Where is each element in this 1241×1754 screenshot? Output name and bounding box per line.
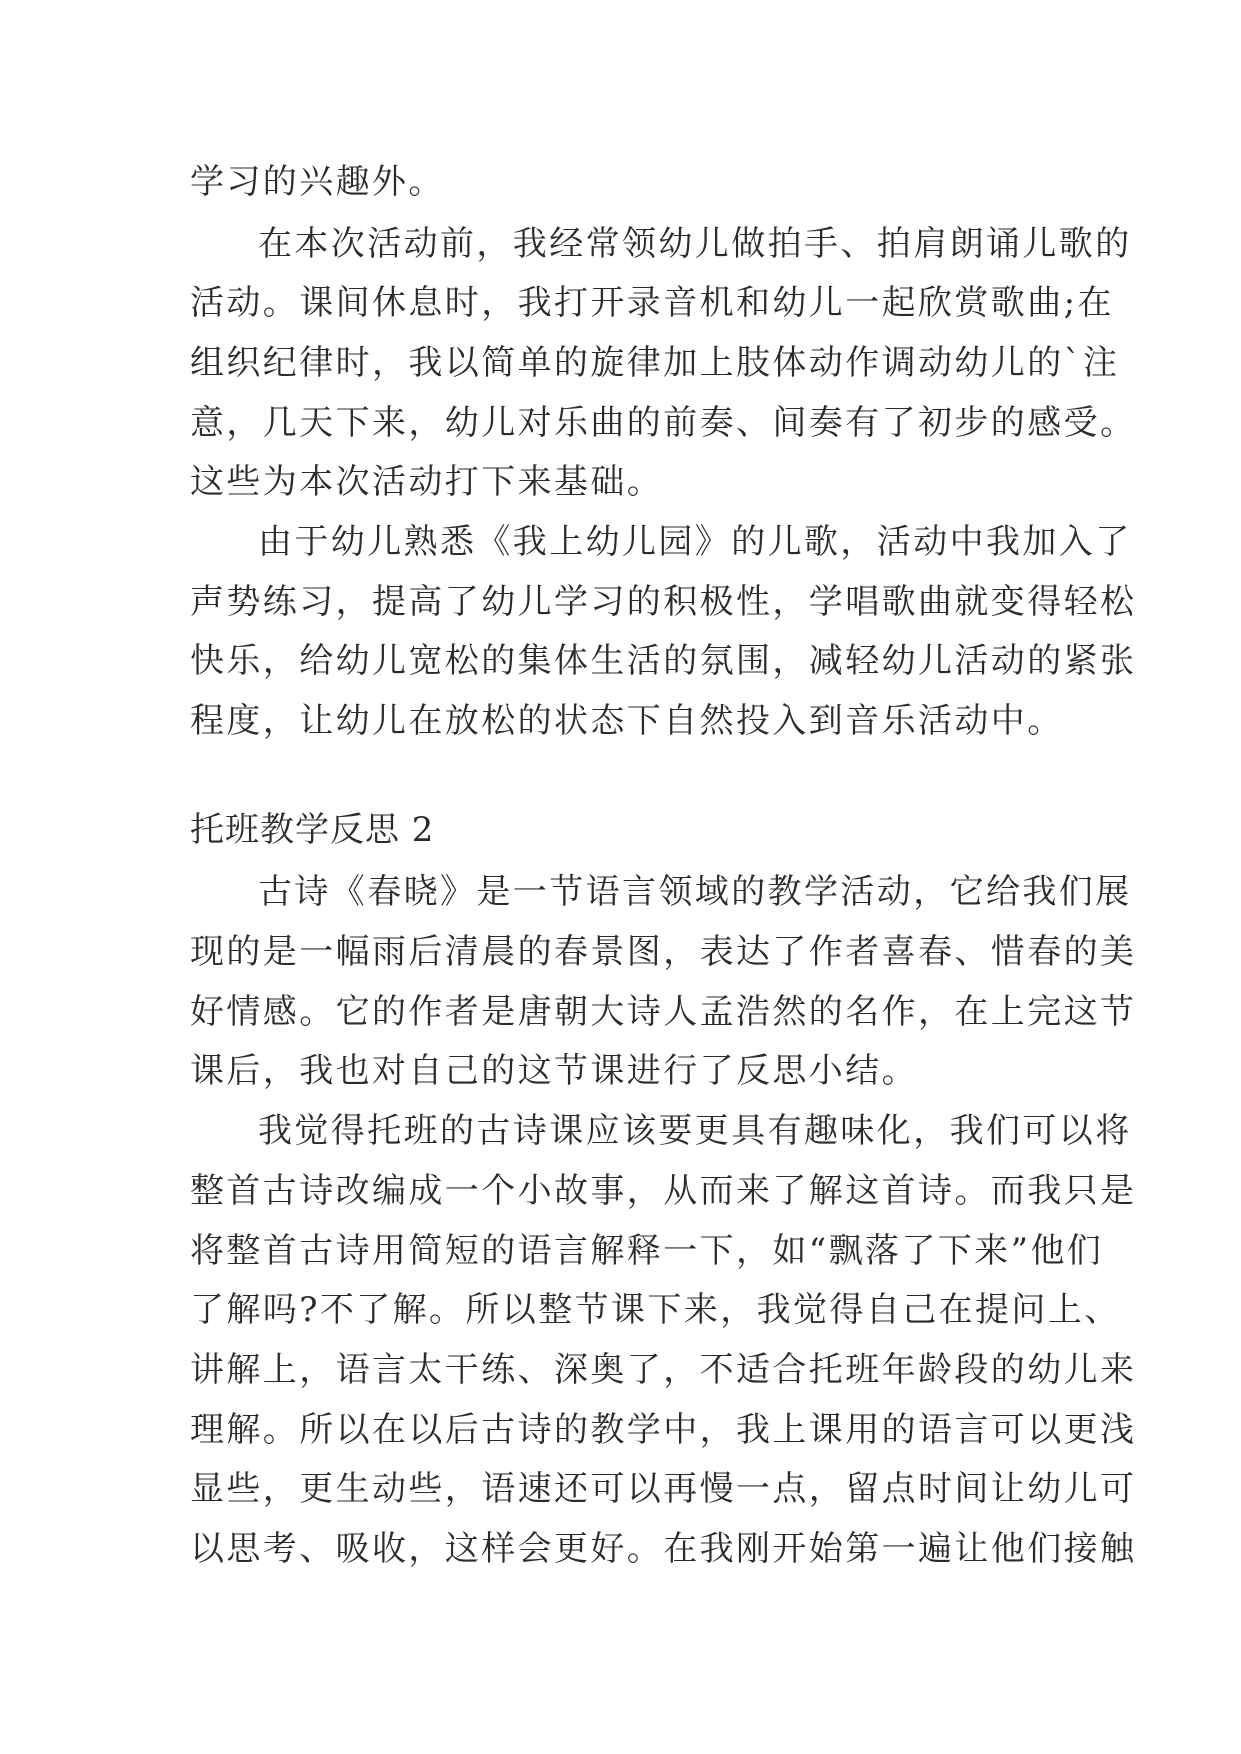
paragraph-line: 意，几天下来，幼儿对乐曲的前奏、间奏有了初步的感受。	[190, 403, 1137, 443]
paragraph-line: 整首古诗改编成一个小故事，从而来了解这首诗。而我只是	[190, 1171, 1137, 1211]
paragraph-line: 程度，让幼儿在放松的状态下自然投入到音乐活动中。	[190, 701, 1064, 741]
paragraph-line: 课后，我也对自己的这节课进行了反思小结。	[190, 1051, 918, 1091]
paragraph-line: 以思考、吸收，这样会更好。在我刚开始第一遍让他们接触	[190, 1529, 1137, 1569]
paragraph-line: 快乐，给幼儿宽松的集体生活的氛围，减轻幼儿活动的紧张	[190, 641, 1137, 681]
paragraph-line: 组织纪律时，我以简单的旋律加上肢体动作调动幼儿的`注	[190, 343, 1120, 383]
paragraph-line: 现的是一幅雨后清晨的春景图，表达了作者喜春、惜春的美	[190, 932, 1137, 972]
paragraph-line: 学习的兴趣外。	[190, 162, 445, 202]
paragraph-line: 理解。所以在以后古诗的教学中，我上课用的语言可以更浅	[190, 1410, 1137, 1450]
paragraph-line: 声势练习，提高了幼儿学习的积极性，学唱歌曲就变得轻松	[190, 582, 1137, 622]
paragraph-line: 将整首古诗用简短的语言解释一下，如“飘落了下来”他们	[190, 1231, 1104, 1271]
paragraph-line: 讲解上，语言太干练、深奥了，不适合托班年龄段的幼儿来	[190, 1350, 1137, 1390]
paragraph-line: 好情感。它的作者是唐朝大诗人孟浩然的名作，在上完这节	[190, 992, 1137, 1032]
section-heading: 托班教学反思 2	[190, 810, 435, 850]
paragraph-line: 活动。课间休息时，我打开录音机和幼儿一起欣赏歌曲;在	[190, 283, 1114, 323]
paragraph-line: 显些，更生动些，语速还可以再慢一点，留点时间让幼儿可	[190, 1469, 1137, 1509]
paragraph-line: 古诗《春晓》是一节语言领域的教学活动，它给我们展	[258, 872, 1132, 912]
paragraph-line: 在本次活动前，我经常领幼儿做拍手、拍肩朗诵儿歌的	[258, 224, 1132, 264]
paragraph-line: 由于幼儿熟悉《我上幼儿园》的儿歌，活动中我加入了	[258, 522, 1132, 562]
paragraph-line: 我觉得托班的古诗课应该要更具有趣味化，我们可以将	[258, 1111, 1132, 1151]
paragraph-line: 了解吗?不了解。所以整节课下来，我觉得自己在提问上、	[190, 1290, 1121, 1330]
paragraph-line: 这些为本次活动打下来基础。	[190, 462, 664, 502]
